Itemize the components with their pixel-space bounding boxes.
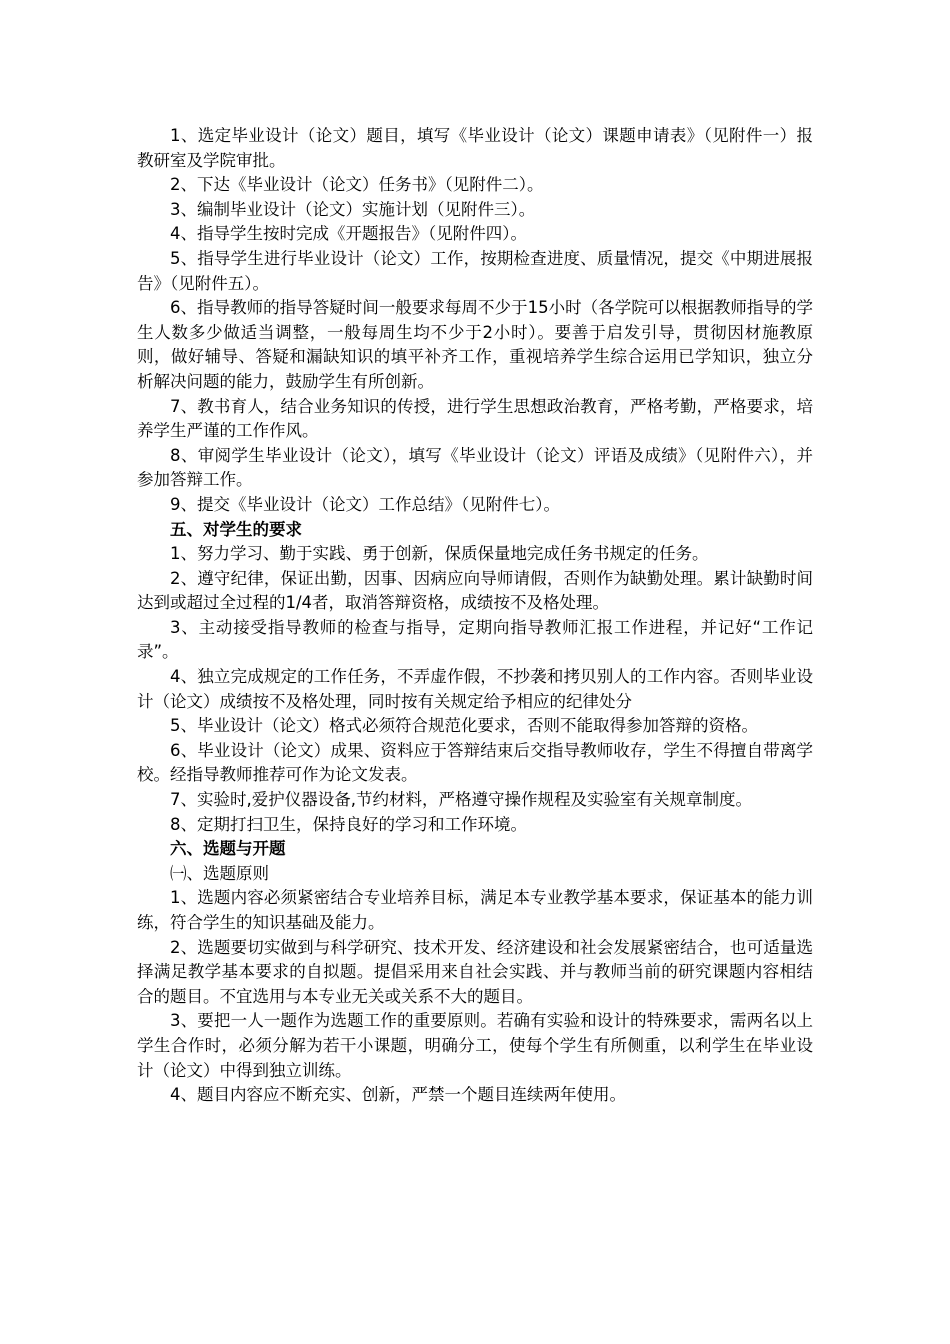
paragraph: 5、毕业设计（论文）格式必须符合规范化要求，否则不能取得参加答辩的资格。 xyxy=(170,716,758,736)
paragraph: 1、努力学习、勤于实践、勇于创新，保质保量地完成任务书规定的任务。 xyxy=(170,544,709,564)
paragraph: 8、审阅学生毕业设计（论文），填写《毕业设计（论文）评语及成绩》（见附件六），并参加答辩工作。 xyxy=(137,445,813,490)
section-heading: 五、对学生的要求 xyxy=(170,519,302,539)
paragraph: 9、提交《毕业设计（论文）工作总结》（见附件七）。 xyxy=(170,494,560,514)
paragraph: 8、定期打扫卫生，保持良好的学习和工作环境。 xyxy=(170,814,527,834)
paragraph: 2、下达《毕业设计（论文）任务书》（见附件二）。 xyxy=(170,175,544,195)
paragraph: 4、独立完成规定的工作任务，不弄虚作假，不抄袭和拷贝别人的工作内容。否则毕业设计（论文）成绩按不及格处理，同时按有关规定给予相应的纪律处分 xyxy=(137,667,813,711)
paragraph: 4、指导学生按时完成《开题报告》（见附件四）。 xyxy=(170,224,527,244)
paragraph: 5、指导学生进行毕业设计（论文）工作，按期检查进度、质量情况，提交《中期进展报告》（见附件五）。 xyxy=(137,248,813,293)
paragraph: 3、要把一人一题作为选题工作的重要原则。若确有实验和设计的特殊要求，需两名以上学生合作时，必须分解为若干小课题，明确分工，使每个学生有所侧重，以利学生在毕业设计（论文）中得到独立训练。 xyxy=(137,1011,813,1080)
paragraph: 2、遵守纪律，保证出勤，因事、因病应向导师请假，否则作为缺勤处理。累计缺勤时间达到或超过全过程的1/4者，取消答辩资格，成绩按不及格处理。 xyxy=(137,568,813,613)
paragraph: 4、题目内容应不断充实、创新，严禁一个题目连续两年使用。 xyxy=(170,1085,626,1105)
paragraph: 1、选定毕业设计（论文）题目，填写《毕业设计（论文）课题申请表》（见附件一）报教研室及学院审批。 xyxy=(137,126,813,170)
paragraph: 7、教书育人，结合业务知识的传授，进行学生思想政治教育，严格考勤，严格要求，培养学生严谨的工作作风。 xyxy=(137,396,813,441)
subsection-heading: ㈠、选题原则 xyxy=(170,863,269,883)
paragraph: 3、编制毕业设计（论文）实施计划（见附件三）。 xyxy=(170,199,536,219)
section-heading: 六、选题与开题 xyxy=(170,839,286,859)
paragraph: 2、选题要切实做到与科学研究、技术开发、经济建设和社会发展紧密结合，也可适量选择满足教学基本要求的自拟题。提倡采用来自社会实践、并与教师当前的研究课题内容相结合的题目。不宜选用与本专业无关或关系不大的题目。 xyxy=(137,937,813,1006)
paragraph: 6、指导教师的指导答疑时间一般要求每周不少于15小时（各学院可以根据教师指导的学生人数多少做适当调整，一般每周生均不少于2小时）。要善于启发引导，贯彻因材施教原则，做好辅导、答疑和漏缺知识的填平补齐工作，重视培养学生综合运用已学知识，独立分析解决问题的能力，鼓励学生有所创新。 xyxy=(137,298,813,391)
paragraph: 7、实验时,爱护仪器设备,节约材料，严格遵守操作规程及实验室有关规章制度。 xyxy=(170,790,752,810)
document-page xyxy=(137,124,813,1108)
paragraph: 3、主动接受指导教师的检查与指导，定期向指导教师汇报工作进程，并记好“工作记录”。 xyxy=(137,617,813,662)
paragraph: 1、选题内容必须紧密结合专业培养目标，满足本专业教学基本要求，保证基本的能力训练，符合学生的知识基础及能力。 xyxy=(137,888,813,932)
paragraph: 6、毕业设计（论文）成果、资料应于答辩结束后交指导教师收存，学生不得擅自带离学校。经指导教师推荐可作为论文发表。 xyxy=(137,740,813,785)
